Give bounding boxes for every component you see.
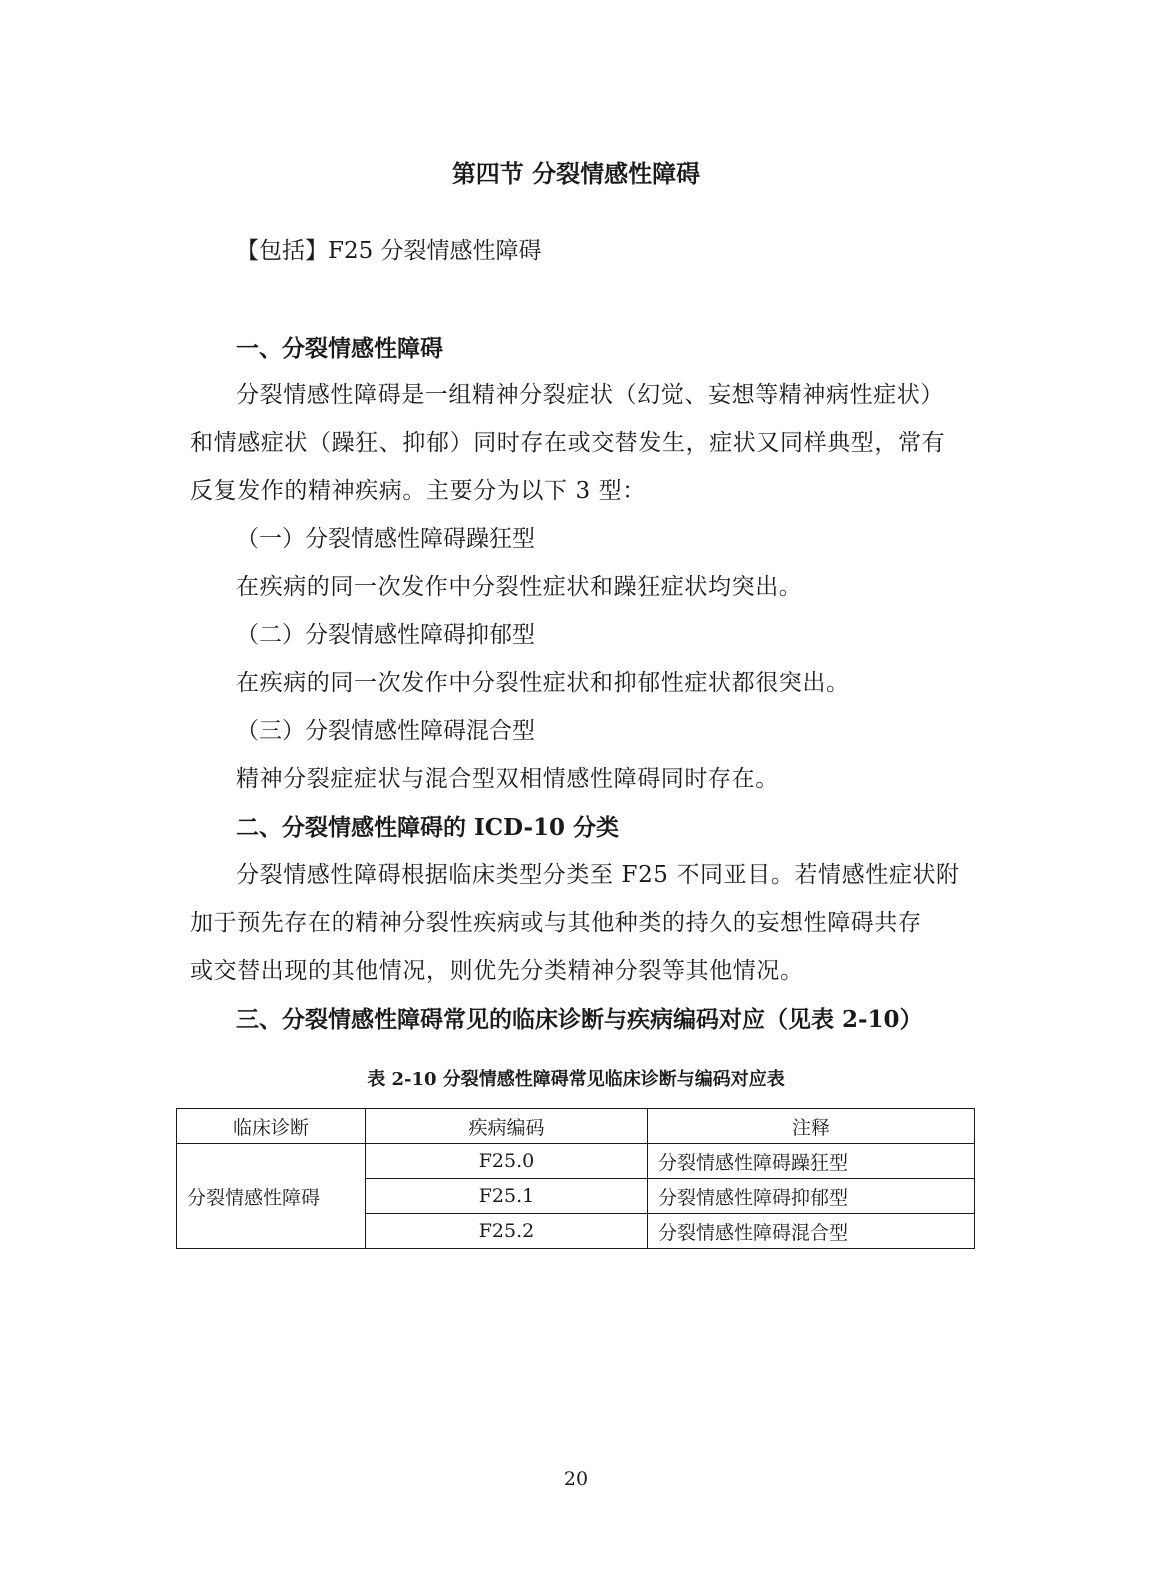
header-code: 疾病编码 [366,1109,648,1144]
header-diagnosis: 临床诊断 [177,1109,366,1144]
cell-code: F25.0 [366,1144,648,1179]
para1-line-2: 和情感症状（躁狂、抑郁）同时存在或交替发生，症状又同样典型，常有 [190,430,946,456]
cell-note: 分裂情感性障碍混合型 [648,1214,975,1249]
heading-3: 三、分裂情感性障碍常见的临床诊断与疾病编码对应（见表 2-10） [236,1006,923,1033]
type-manic-desc: 在疾病的同一次发作中分裂性症状和躁狂症状均突出。 [236,574,803,600]
para1-line-1: 分裂情感性障碍是一组精神分裂症状（幻觉、妄想等精神病性症状） [236,382,944,408]
type-mixed-desc: 精神分裂症症状与混合型双相情感性障碍同时存在。 [236,766,779,792]
heading-2: 二、分裂情感性障碍的 ICD-10 分类 [236,814,620,841]
section-title: 第四节 分裂情感性障碍 [451,159,701,188]
header-note: 注释 [648,1109,975,1144]
heading-1: 一、分裂情感性障碍 [236,335,443,362]
para2-line-2: 加于预先存在的精神分裂性疾病或与其他种类的持久的妄想性障碍共存 [190,910,922,936]
cell-note: 分裂情感性障碍躁狂型 [648,1144,975,1179]
para2-line-3: 或交替出现的其他情况，则优先分类精神分裂等其他情况。 [190,958,804,984]
cell-note: 分裂情感性障碍抑郁型 [648,1179,975,1214]
para2-line-1: 分裂情感性障碍根据临床类型分类至 F25 不同亚目。若情感性症状附 [236,862,960,888]
type-depressive-title: （二）分裂情感性障碍抑郁型 [236,622,535,648]
cell-code: F25.2 [366,1214,648,1249]
cell-diagnosis: 分裂情感性障碍 [177,1144,366,1249]
para1-line-3: 反复发作的精神疾病。主要分为以下 3 型： [190,478,646,504]
cell-code: F25.1 [366,1179,648,1214]
page-number: 20 [563,1468,589,1490]
table-row [177,1144,975,1179]
table-caption: 表 2-10 分裂情感性障碍常见临床诊断与编码对应表 [367,1069,785,1090]
type-manic-title: （一）分裂情感性障碍躁狂型 [236,526,535,552]
diagnosis-code-table [176,1108,975,1249]
include-line: 【包括】F25 分裂情感性障碍 [236,238,542,264]
table-header-row [177,1109,975,1144]
type-mixed-title: （三）分裂情感性障碍混合型 [236,718,535,744]
type-depressive-desc: 在疾病的同一次发作中分裂性症状和抑郁性症状都很突出。 [236,670,850,696]
